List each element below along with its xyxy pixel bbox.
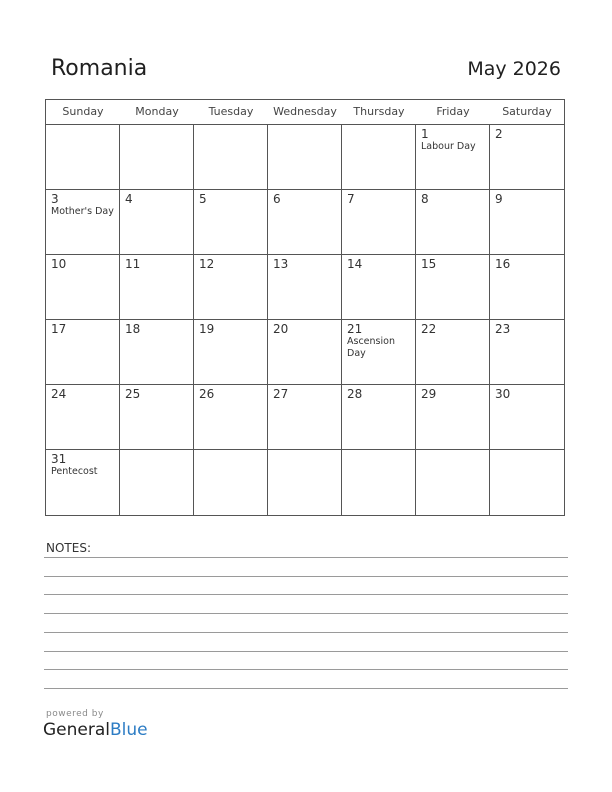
day-cell	[416, 255, 490, 320]
weekday-friday: Friday	[436, 105, 470, 118]
weekday-header	[46, 100, 564, 125]
day-number: 28	[347, 387, 363, 401]
day-number: 31	[51, 452, 67, 466]
notes-line	[44, 613, 568, 614]
holiday-label: Labour Day	[421, 141, 476, 152]
day-cell	[46, 255, 120, 320]
notes-line	[44, 594, 568, 595]
weekday-tuesday: Tuesday	[208, 105, 254, 118]
day-cell	[46, 450, 120, 515]
day-cell	[46, 125, 120, 190]
day-cell	[268, 125, 342, 190]
day-number: 14	[347, 257, 363, 271]
day-cell	[268, 320, 342, 385]
day-cell	[120, 320, 194, 385]
day-number: 2	[495, 127, 503, 141]
notes-line	[44, 651, 568, 652]
country-title: Romania	[51, 56, 148, 81]
calendar-grid	[45, 99, 565, 516]
weekday-wednesday: Wednesday	[273, 105, 337, 118]
day-number: 23	[495, 322, 511, 336]
day-number: 3	[51, 192, 59, 206]
day-cell	[342, 255, 416, 320]
day-number: 27	[273, 387, 289, 401]
day-cell	[490, 255, 564, 320]
weekday-monday: Monday	[135, 105, 179, 118]
weekday-thursday: Thursday	[353, 105, 405, 118]
day-cell	[194, 450, 268, 515]
day-cell	[268, 190, 342, 255]
day-cell	[416, 320, 490, 385]
day-number: 17	[51, 322, 67, 336]
notes-line	[44, 669, 568, 670]
day-number: 5	[199, 192, 207, 206]
brand-name-general: General	[43, 720, 110, 740]
weekday-saturday: Saturday	[502, 105, 552, 118]
day-cell	[416, 190, 490, 255]
day-number: 20	[273, 322, 289, 336]
day-cell	[194, 385, 268, 450]
notes-line	[44, 688, 568, 689]
day-number: 13	[273, 257, 289, 271]
day-number: 16	[495, 257, 511, 271]
day-cell	[342, 320, 416, 385]
notes-line	[44, 632, 568, 633]
day-cell	[46, 320, 120, 385]
day-cell	[416, 450, 490, 515]
day-cell	[120, 450, 194, 515]
day-number: 29	[421, 387, 437, 401]
day-cell	[342, 385, 416, 450]
holiday-label: Pentecost	[51, 466, 98, 477]
day-number: 30	[495, 387, 511, 401]
day-cell	[490, 320, 564, 385]
day-number: 25	[125, 387, 141, 401]
day-cell	[416, 125, 490, 190]
day-cell	[416, 385, 490, 450]
day-cell	[194, 125, 268, 190]
day-cell	[342, 450, 416, 515]
day-cell	[194, 255, 268, 320]
day-cell	[268, 450, 342, 515]
day-number: 22	[421, 322, 437, 336]
day-number: 15	[421, 257, 437, 271]
day-cell	[490, 190, 564, 255]
day-cell	[120, 255, 194, 320]
day-cell	[490, 450, 564, 515]
day-cell	[268, 385, 342, 450]
day-number: 26	[199, 387, 215, 401]
day-number: 12	[199, 257, 215, 271]
day-cell	[120, 385, 194, 450]
day-number: 10	[51, 257, 67, 271]
holiday-label: Mother's Day	[51, 206, 114, 217]
day-number: 4	[125, 192, 133, 206]
day-cell	[342, 190, 416, 255]
day-number: 7	[347, 192, 355, 206]
weekday-sunday: Sunday	[62, 105, 104, 118]
day-cell	[120, 190, 194, 255]
brand-logo	[43, 720, 148, 740]
day-cell	[120, 125, 194, 190]
day-number: 9	[495, 192, 503, 206]
weeks-grid	[46, 125, 564, 515]
day-number: 6	[273, 192, 281, 206]
day-number: 19	[199, 322, 215, 336]
holiday-label: Ascension Day	[347, 336, 395, 359]
day-cell	[46, 385, 120, 450]
powered-by-text: powered by	[46, 709, 104, 719]
day-cell	[342, 125, 416, 190]
day-cell	[490, 385, 564, 450]
month-title: May 2026	[467, 58, 561, 80]
day-number: 24	[51, 387, 67, 401]
day-cell	[194, 190, 268, 255]
day-number: 8	[421, 192, 429, 206]
day-number: 1	[421, 127, 429, 141]
day-cell	[490, 125, 564, 190]
brand-name-blue: Blue	[110, 720, 148, 740]
day-number: 11	[125, 257, 141, 271]
notes-label: NOTES:	[46, 541, 91, 555]
notes-line	[44, 557, 568, 558]
day-cell	[46, 190, 120, 255]
day-number: 21	[347, 322, 363, 336]
notes-line	[44, 576, 568, 577]
day-cell	[194, 320, 268, 385]
day-cell	[268, 255, 342, 320]
day-number: 18	[125, 322, 141, 336]
